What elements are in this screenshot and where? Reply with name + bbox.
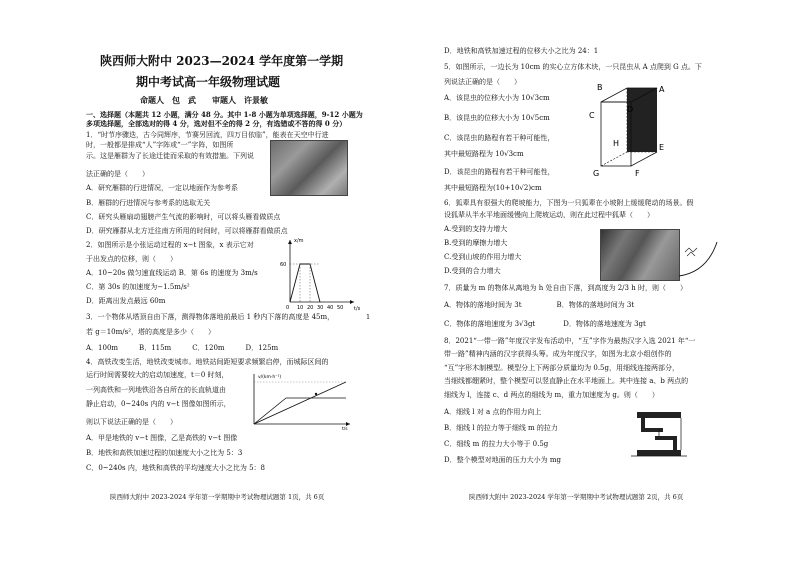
right-footer: 陕西师大附中 2023-2024 学年第一学期期中考试物理试题第 2页，共 6页 — [469, 493, 684, 501]
q5-line: 列说法正确的是（ ） — [444, 78, 521, 86]
q8-line: 8．2021“一带一路”年度汉字发布活动中，“互”字作为最热汉字入选 2021 年“一 — [444, 337, 696, 345]
q5-option-a: A．该昆虫的位移大小为 10√3cm — [444, 94, 550, 102]
q7-options-cd: C．物体的落地速度为 3√3gt D．物体的落地速度为 3gt — [444, 320, 646, 328]
q4-option-a: A．甲是地铁的 v−t 图像，乙是高铁的 v−t 图像 — [86, 434, 238, 442]
cube-label: B — [597, 83, 603, 92]
cube-label: C — [589, 111, 595, 120]
xt-ylabel: x/m — [294, 238, 304, 244]
q4-line: 运行时间需要较大的启动加速度，t＝0 时刻， — [86, 371, 229, 379]
q3-options: A．100m B．115m C．120m D．125m — [86, 344, 279, 352]
section1-line1: 一、选择题（本题共 12 小题，满分 48 分。其中 1-8 小题为单项选择题，9-12 小题为 — [86, 110, 363, 119]
q5-line: 5．如图所示，一边长为 10cm 的实心立方体木块，一只昆虫从 A 点爬到 G 点。下 — [444, 63, 702, 71]
q5-option-c2: 其中最短路程为 10√3cm — [444, 150, 524, 158]
q6-line: 6．狐辈具有很强大的爬坡能力，下图为一只狐辈在小坡附上缓缓爬动的场景。假 — [444, 199, 694, 207]
xt-graph — [280, 236, 361, 312]
q2-option-d: D．距离出发点最远 60m — [86, 297, 166, 305]
right-page — [397, 0, 794, 561]
q6-line: 设狐辈从半水平地面缓慢向上爬坡运动，则在此过程中狐辈（ ） — [444, 211, 654, 219]
section1-line2: 多项选择题，全部选对的得 4 分，选对但不全的得 2 分，有选错或不答的得 0 分） — [86, 119, 347, 128]
xt-tick: 20 — [307, 305, 314, 311]
q3-line: 若 g＝10m/s²，塔的高度是多少（ ） — [86, 328, 216, 336]
q4-option-b: B．地铁和高铁加速过程的加速度大小之比为 5：3 — [86, 449, 243, 457]
exam-title-line1: 陕西师大附中 2023—2024 学年度第一学期 — [100, 54, 344, 68]
q4-line: 则以下说法正确的是（ ） — [86, 418, 177, 426]
exam-authors: 命题人 包 武 审题人 许景敏 — [140, 95, 268, 105]
q7-line: 7．质量为 m 的物体从离地为 h 处自由下落，到高度为 2/3 h 时，则（ ） — [444, 284, 687, 292]
vt-xlabel: t/s — [342, 427, 348, 432]
q5-option-d: D．该昆虫的路程有若干种可能性， — [444, 168, 555, 176]
q4-line: 一列高铁和一列地铁沿各自所在的长直轨道由 — [86, 386, 226, 394]
hu-model-figure — [629, 404, 689, 462]
q1-option-c: C．研究头雁扇动翅膀产生气流的影响时，可以将头雁看做质点 — [86, 213, 281, 221]
q6-option-d: D.受到的合力增大 — [444, 267, 501, 275]
xt-tick: 40 — [327, 305, 334, 311]
cube-label: D — [627, 105, 634, 114]
cube-label: E — [659, 143, 665, 152]
q2-option-ab: A．10~20s 做匀速直线运动 B．第 6s 的速度为 3m/s — [86, 269, 258, 277]
left-footer: 陕西师大附中 2023-2024 学年第一学期期中考试物理试题第 1页，共 6页 — [110, 493, 325, 501]
xt-tick: 10 — [297, 305, 304, 311]
q8-option-a: A．细线 l 对 a 点的作用力向上 — [444, 408, 542, 416]
xt-tick: 0 — [286, 305, 290, 311]
q1-line: 1．“时节序骤迭，古今同辉序，节赛另回流，四万目依临”，能表在天空中行进 — [86, 131, 329, 139]
q8-line: 当细线都绷紧时，整个模型可以竖直静止在水平地面上。其中连接 a、b 两点的 — [444, 377, 689, 385]
cube-figure — [587, 82, 667, 180]
side-mark: 1 — [366, 313, 371, 321]
q2-line: 2．如图所示是小张运动过程的 x−t 图象，x 表示它对 — [86, 241, 254, 249]
q6-option-b: B.受到的摩擦力增大 — [444, 239, 508, 247]
q8-option-d: D．整个模型对地面的压力大小为 mg — [444, 456, 561, 464]
q6-option-a: A.受到的支持力增大 — [444, 225, 508, 233]
q4-line: 4．高铁改变生活，地铁改变城市。地铁站间距短要求频繁启停，而城际区间的 — [86, 358, 329, 366]
xt-xlabel: t/s — [354, 306, 361, 312]
cube-label: G — [593, 169, 600, 178]
q8-option-b: B．细线 l 的拉力等于细线 m 的拉力 — [444, 424, 558, 432]
xt-ytick: 60 — [280, 262, 287, 268]
q7-options-ab: A．物体的落地时间为 3t B．物体的落地时间为 3t — [444, 301, 635, 309]
q4-option-d: D．地铁和高铁加速过程的位移大小之比为 24：1 — [444, 47, 599, 55]
q4-line: 静止启动，0~240s 内的 v−t 图像如图所示， — [86, 400, 231, 408]
q2-line: 于出发点的位移，则（ ） — [86, 255, 177, 263]
geese-photo — [270, 140, 348, 196]
xt-tick: 50 — [337, 305, 344, 311]
q1-option-a: A．研究雁群的行进情况，一定以地面作为参考系 — [86, 184, 239, 192]
q1-option-b: B．雁群的行进情况与参考系的选取无关 — [86, 199, 211, 207]
q8-line: 带一路”精神内涵的汉字获得头筹。成为年度汉字，如图为北京小组创作的 — [444, 350, 672, 358]
q3-line: 3．一个物体从塔顶自由下落，测得物体落地前最后 1 秒内下落的高度是 45m， — [86, 313, 335, 321]
q5-option-b: B．该昆虫的位移大小为 10√5cm — [444, 114, 550, 122]
q1-line: 示。这是雁群为了长途迁徙而采取的有效措施。下列说 — [86, 152, 254, 160]
q6-option-c: C.受到山坡的作用力增大 — [444, 253, 522, 261]
q4-option-c: C．0~240s 内，地铁和高铁的平均速度大小之比为 5：8 — [86, 464, 265, 472]
q8-option-c: C．细线 m 的拉力大小等于 0.5g — [444, 440, 549, 448]
xt-tick: 30 — [317, 305, 324, 311]
exam-title-line2: 期中考试高一年级物理试题 — [136, 75, 281, 89]
q1-option-d: D．研究雁群从北方迁往南方所用的时间时，可以将雁群看做质点 — [86, 227, 288, 235]
q5-option-c: C．该昆虫的路程有若干种可能性， — [444, 134, 555, 142]
q8-line: 细线为 l，连接 c、d 两点的细线为 m，重力加速度为 g。则（ ） — [444, 391, 659, 399]
q1-line: 时，一般都是排成“人”字阵或“一”字阵，如图所 — [86, 141, 234, 149]
slope-diagram — [677, 238, 721, 278]
vt-ylabel: v/(km·h⁻¹) — [258, 375, 282, 380]
slope-photo — [600, 229, 680, 281]
q1-line: 法正确的是（ ） — [86, 170, 149, 178]
q8-line: “互”字形木制模型。模型分上下两部分质量均为 0.5g，用细线连接两部分， — [444, 364, 679, 372]
q2-option-c: C．第 30s 的加速度为−1.5m/s² — [86, 283, 190, 291]
cube-label: F — [635, 169, 640, 178]
cube-label: A — [659, 85, 665, 94]
q5-option-d2: 其中最短路程为(10+10√2)cm — [444, 184, 542, 192]
cube-label: H — [613, 139, 620, 148]
vt-graph — [246, 372, 352, 430]
